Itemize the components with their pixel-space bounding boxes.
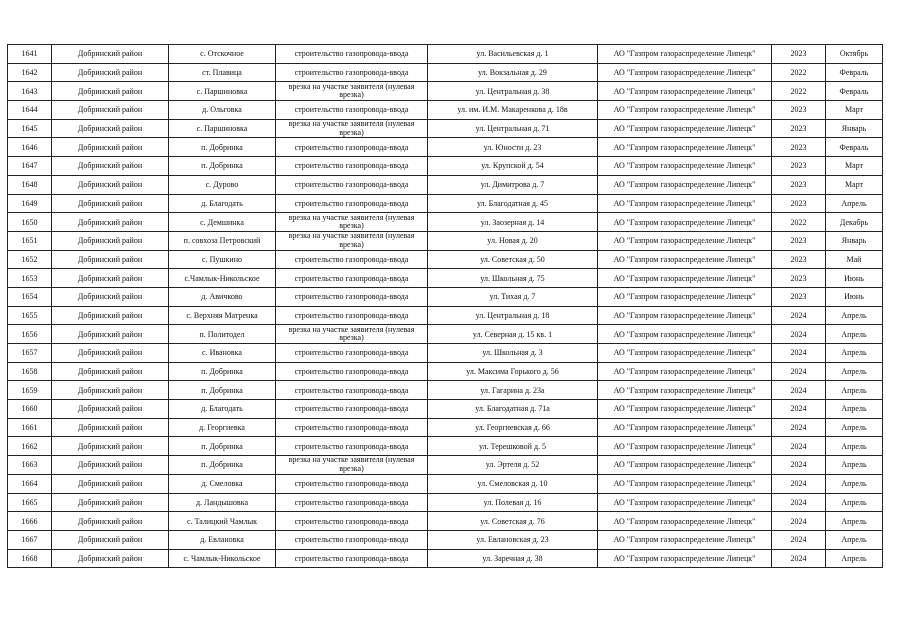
settlement-cell: п. Добринка xyxy=(169,437,276,456)
work-type-cell: строительство газопровода-ввода xyxy=(276,101,428,120)
address-cell: ул. Полевая д. 16 xyxy=(428,493,598,512)
work-type-cell: строительство газопровода-ввода xyxy=(276,362,428,381)
year-cell: 2023 xyxy=(772,45,826,64)
year-cell: 2024 xyxy=(772,418,826,437)
work-type-cell: строительство газопровода-ввода xyxy=(276,287,428,306)
organization-cell: АО "Газпром газораспределение Липецк" xyxy=(598,63,772,82)
month-cell: Апрель xyxy=(826,418,883,437)
work-type-cell: строительство газопровода-ввода xyxy=(276,530,428,549)
address-cell: ул. Благодатная д. 71а xyxy=(428,400,598,419)
row-number-cell: 1644 xyxy=(8,101,52,120)
settlement-cell: д. Смеловка xyxy=(169,474,276,493)
address-cell: ул. Вокзальная д. 29 xyxy=(428,63,598,82)
address-cell: ул. Школьная д. 75 xyxy=(428,269,598,288)
work-type-cell: строительство газопровода-ввода xyxy=(276,344,428,363)
year-cell: 2024 xyxy=(772,344,826,363)
month-cell: Апрель xyxy=(826,381,883,400)
organization-cell: АО "Газпром газораспределение Липецк" xyxy=(598,269,772,288)
organization-cell: АО "Газпром газораспределение Липецк" xyxy=(598,175,772,194)
month-cell: Апрель xyxy=(826,549,883,568)
organization-cell: АО "Газпром газораспределение Липецк" xyxy=(598,45,772,64)
settlement-cell: д. Ландышовка xyxy=(169,493,276,512)
table-row xyxy=(8,381,883,400)
address-cell: ул. Тихая д. 7 xyxy=(428,287,598,306)
table-row xyxy=(8,157,883,176)
settlement-cell: п. Политодел xyxy=(169,325,276,344)
month-cell: Апрель xyxy=(826,530,883,549)
year-cell: 2023 xyxy=(772,138,826,157)
district-cell: Добринский район xyxy=(52,82,169,101)
organization-cell: АО "Газпром газораспределение Липецк" xyxy=(598,362,772,381)
row-number-cell: 1650 xyxy=(8,213,52,232)
district-cell: Добринский район xyxy=(52,45,169,64)
address-cell: ул. Центральная д. 38 xyxy=(428,82,598,101)
organization-cell: АО "Газпром газораспределение Липецк" xyxy=(598,549,772,568)
organization-cell: АО "Газпром газораспределение Липецк" xyxy=(598,194,772,213)
address-cell: ул. Центральная д. 71 xyxy=(428,119,598,138)
month-cell: Март xyxy=(826,101,883,120)
table-row xyxy=(8,344,883,363)
year-cell: 2023 xyxy=(772,157,826,176)
month-cell: Февраль xyxy=(826,138,883,157)
row-number-cell: 1642 xyxy=(8,63,52,82)
work-type-cell: врезка на участке заявителя (нулевая врезка) xyxy=(276,456,428,475)
month-cell: Апрель xyxy=(826,456,883,475)
table-row xyxy=(8,530,883,549)
district-cell: Добринский район xyxy=(52,325,169,344)
address-cell: ул. Евлановская д. 23 xyxy=(428,530,598,549)
month-cell: Апрель xyxy=(826,400,883,419)
organization-cell: АО "Газпром газораспределение Липецк" xyxy=(598,250,772,269)
work-type-cell: строительство газопровода-ввода xyxy=(276,418,428,437)
organization-cell: АО "Газпром газораспределение Липецк" xyxy=(598,418,772,437)
year-cell: 2023 xyxy=(772,269,826,288)
district-cell: Добринский район xyxy=(52,493,169,512)
table-row xyxy=(8,474,883,493)
table-row xyxy=(8,45,883,64)
year-cell: 2022 xyxy=(772,82,826,101)
address-cell: ул. Центральная д. 18 xyxy=(428,306,598,325)
district-cell: Добринский район xyxy=(52,344,169,363)
organization-cell: АО "Газпром газораспределение Липецк" xyxy=(598,82,772,101)
district-cell: Добринский район xyxy=(52,138,169,157)
settlement-cell: д. Георгиевка xyxy=(169,418,276,437)
month-cell: Январь xyxy=(826,231,883,250)
table-row xyxy=(8,325,883,344)
gas-connection-table xyxy=(7,44,883,568)
year-cell: 2023 xyxy=(772,231,826,250)
year-cell: 2024 xyxy=(772,549,826,568)
table-body xyxy=(8,45,883,568)
table-row xyxy=(8,231,883,250)
settlement-cell: д. Ольговка xyxy=(169,101,276,120)
table-row xyxy=(8,119,883,138)
district-cell: Добринский район xyxy=(52,381,169,400)
year-cell: 2024 xyxy=(772,325,826,344)
work-type-cell: строительство газопровода-ввода xyxy=(276,45,428,64)
month-cell: Апрель xyxy=(826,306,883,325)
work-type-cell: строительство газопровода-ввода xyxy=(276,306,428,325)
district-cell: Добринский район xyxy=(52,437,169,456)
row-number-cell: 1647 xyxy=(8,157,52,176)
address-cell: ул. Заозерная д. 14 xyxy=(428,213,598,232)
table-row xyxy=(8,456,883,475)
month-cell: Апрель xyxy=(826,437,883,456)
row-number-cell: 1643 xyxy=(8,82,52,101)
table-row xyxy=(8,63,883,82)
organization-cell: АО "Газпром газораспределение Липецк" xyxy=(598,530,772,549)
table-row xyxy=(8,101,883,120)
month-cell: Апрель xyxy=(826,493,883,512)
year-cell: 2024 xyxy=(772,474,826,493)
district-cell: Добринский район xyxy=(52,400,169,419)
month-cell: Май xyxy=(826,250,883,269)
table-row xyxy=(8,213,883,232)
month-cell: Апрель xyxy=(826,512,883,531)
settlement-cell: с. Отскочное xyxy=(169,45,276,64)
district-cell: Добринский район xyxy=(52,362,169,381)
settlement-cell: д. Благодать xyxy=(169,194,276,213)
settlement-cell: с. Дурово xyxy=(169,175,276,194)
district-cell: Добринский район xyxy=(52,474,169,493)
row-number-cell: 1666 xyxy=(8,512,52,531)
month-cell: Июнь xyxy=(826,287,883,306)
row-number-cell: 1652 xyxy=(8,250,52,269)
table-row xyxy=(8,493,883,512)
row-number-cell: 1646 xyxy=(8,138,52,157)
district-cell: Добринский район xyxy=(52,213,169,232)
year-cell: 2024 xyxy=(772,456,826,475)
organization-cell: АО "Газпром газораспределение Липецк" xyxy=(598,437,772,456)
settlement-cell: с. Паршиновка xyxy=(169,119,276,138)
month-cell: Январь xyxy=(826,119,883,138)
row-number-cell: 1655 xyxy=(8,306,52,325)
year-cell: 2023 xyxy=(772,175,826,194)
month-cell: Апрель xyxy=(826,474,883,493)
table-row xyxy=(8,400,883,419)
year-cell: 2023 xyxy=(772,287,826,306)
month-cell: Декабрь xyxy=(826,213,883,232)
address-cell: ул. Максима Горького д. 56 xyxy=(428,362,598,381)
year-cell: 2022 xyxy=(772,213,826,232)
row-number-cell: 1662 xyxy=(8,437,52,456)
district-cell: Добринский район xyxy=(52,287,169,306)
settlement-cell: с. Паршиновка xyxy=(169,82,276,101)
district-cell: Добринский район xyxy=(52,63,169,82)
address-cell: ул. Юности д. 23 xyxy=(428,138,598,157)
year-cell: 2024 xyxy=(772,493,826,512)
organization-cell: АО "Газпром газораспределение Липецк" xyxy=(598,381,772,400)
month-cell: Март xyxy=(826,175,883,194)
row-number-cell: 1641 xyxy=(8,45,52,64)
address-cell: ул. Новая д. 20 xyxy=(428,231,598,250)
table-row xyxy=(8,287,883,306)
settlement-cell: ст. Плавица xyxy=(169,63,276,82)
address-cell: ул. Эртеля д. 52 xyxy=(428,456,598,475)
district-cell: Добринский район xyxy=(52,512,169,531)
settlement-cell: с. Чамлык-Никольское xyxy=(169,549,276,568)
work-type-cell: врезка на участке заявителя (нулевая врезка) xyxy=(276,119,428,138)
table-row xyxy=(8,175,883,194)
year-cell: 2024 xyxy=(772,512,826,531)
table-row xyxy=(8,362,883,381)
address-cell: ул. им. И.М. Макаренкова д. 18в xyxy=(428,101,598,120)
work-type-cell: врезка на участке заявителя (нулевая врезка) xyxy=(276,325,428,344)
table-row xyxy=(8,138,883,157)
month-cell: Апрель xyxy=(826,344,883,363)
address-cell: ул. Школьная д. 3 xyxy=(428,344,598,363)
organization-cell: АО "Газпром газораспределение Липецк" xyxy=(598,325,772,344)
district-cell: Добринский район xyxy=(52,231,169,250)
year-cell: 2024 xyxy=(772,437,826,456)
year-cell: 2023 xyxy=(772,250,826,269)
row-number-cell: 1663 xyxy=(8,456,52,475)
address-cell: ул. Крупской д. 54 xyxy=(428,157,598,176)
work-type-cell: строительство газопровода-ввода xyxy=(276,437,428,456)
row-number-cell: 1645 xyxy=(8,119,52,138)
month-cell: Февраль xyxy=(826,63,883,82)
row-number-cell: 1657 xyxy=(8,344,52,363)
row-number-cell: 1658 xyxy=(8,362,52,381)
settlement-cell: п. Добринка xyxy=(169,157,276,176)
settlement-cell: д. Евлановка xyxy=(169,530,276,549)
month-cell: Март xyxy=(826,157,883,176)
table-row xyxy=(8,512,883,531)
row-number-cell: 1656 xyxy=(8,325,52,344)
organization-cell: АО "Газпром газораспределение Липецк" xyxy=(598,456,772,475)
table-row xyxy=(8,306,883,325)
year-cell: 2024 xyxy=(772,362,826,381)
row-number-cell: 1649 xyxy=(8,194,52,213)
year-cell: 2024 xyxy=(772,306,826,325)
settlement-cell: с. Талицкий Чамлык xyxy=(169,512,276,531)
organization-cell: АО "Газпром газораспределение Липецк" xyxy=(598,213,772,232)
year-cell: 2023 xyxy=(772,101,826,120)
address-cell: ул. Георгиевская д. 66 xyxy=(428,418,598,437)
settlement-cell: п. Добринка xyxy=(169,138,276,157)
address-cell: ул. Васильевская д. 1 xyxy=(428,45,598,64)
district-cell: Добринский район xyxy=(52,418,169,437)
table-row xyxy=(8,194,883,213)
district-cell: Добринский район xyxy=(52,549,169,568)
organization-cell: АО "Газпром газораспределение Липецк" xyxy=(598,493,772,512)
settlement-cell: д. Авичково xyxy=(169,287,276,306)
address-cell: ул. Смеловская д. 10 xyxy=(428,474,598,493)
work-type-cell: строительство газопровода-ввода xyxy=(276,250,428,269)
work-type-cell: строительство газопровода-ввода xyxy=(276,381,428,400)
organization-cell: АО "Газпром газораспределение Липецк" xyxy=(598,400,772,419)
organization-cell: АО "Газпром газораспределение Липецк" xyxy=(598,344,772,363)
work-type-cell: строительство газопровода-ввода xyxy=(276,157,428,176)
table-row xyxy=(8,549,883,568)
district-cell: Добринский район xyxy=(52,530,169,549)
month-cell: Апрель xyxy=(826,362,883,381)
district-cell: Добринский район xyxy=(52,101,169,120)
work-type-cell: врезка на участке заявителя (нулевая врезка) xyxy=(276,82,428,101)
row-number-cell: 1668 xyxy=(8,549,52,568)
address-cell: ул. Заречная д. 38 xyxy=(428,549,598,568)
address-cell: ул. Советская д. 50 xyxy=(428,250,598,269)
row-number-cell: 1654 xyxy=(8,287,52,306)
row-number-cell: 1651 xyxy=(8,231,52,250)
row-number-cell: 1667 xyxy=(8,530,52,549)
row-number-cell: 1659 xyxy=(8,381,52,400)
district-cell: Добринский район xyxy=(52,194,169,213)
month-cell: Июнь xyxy=(826,269,883,288)
year-cell: 2023 xyxy=(772,194,826,213)
month-cell: Апрель xyxy=(826,194,883,213)
settlement-cell: с. Ивановка xyxy=(169,344,276,363)
work-type-cell: строительство газопровода-ввода xyxy=(276,512,428,531)
district-cell: Добринский район xyxy=(52,157,169,176)
work-type-cell: строительство газопровода-ввода xyxy=(276,400,428,419)
row-number-cell: 1660 xyxy=(8,400,52,419)
work-type-cell: строительство газопровода-ввода xyxy=(276,63,428,82)
settlement-cell: п. Добринка xyxy=(169,456,276,475)
organization-cell: АО "Газпром газораспределение Липецк" xyxy=(598,119,772,138)
settlement-cell: п. Добринка xyxy=(169,381,276,400)
settlement-cell: с. Демшинка xyxy=(169,213,276,232)
row-number-cell: 1665 xyxy=(8,493,52,512)
settlement-cell: п. совхоза Петровский xyxy=(169,231,276,250)
address-cell: ул. Благодатная д. 45 xyxy=(428,194,598,213)
organization-cell: АО "Газпром газораспределение Липецк" xyxy=(598,287,772,306)
settlement-cell: с. Пушкино xyxy=(169,250,276,269)
work-type-cell: строительство газопровода-ввода xyxy=(276,138,428,157)
work-type-cell: врезка на участке заявителя (нулевая врезка) xyxy=(276,231,428,250)
table-row xyxy=(8,82,883,101)
table-row xyxy=(8,437,883,456)
work-type-cell: врезка на участке заявителя (нулевая врезка) xyxy=(276,213,428,232)
district-cell: Добринский район xyxy=(52,250,169,269)
work-type-cell: строительство газопровода-ввода xyxy=(276,493,428,512)
settlement-cell: д. Благодать xyxy=(169,400,276,419)
district-cell: Добринский район xyxy=(52,456,169,475)
work-type-cell: строительство газопровода-ввода xyxy=(276,175,428,194)
address-cell: ул. Димитрова д. 7 xyxy=(428,175,598,194)
organization-cell: АО "Газпром газораспределение Липецк" xyxy=(598,231,772,250)
organization-cell: АО "Газпром газораспределение Липецк" xyxy=(598,101,772,120)
work-type-cell: строительство газопровода-ввода xyxy=(276,194,428,213)
table-row xyxy=(8,250,883,269)
work-type-cell: строительство газопровода-ввода xyxy=(276,549,428,568)
row-number-cell: 1648 xyxy=(8,175,52,194)
address-cell: ул. Гагарина д. 23а xyxy=(428,381,598,400)
table-row xyxy=(8,269,883,288)
address-cell: ул. Северная д. 15 кв. 1 xyxy=(428,325,598,344)
settlement-cell: с. Верхняя Матренка xyxy=(169,306,276,325)
month-cell: Апрель xyxy=(826,325,883,344)
year-cell: 2024 xyxy=(772,400,826,419)
year-cell: 2024 xyxy=(772,381,826,400)
organization-cell: АО "Газпром газораспределение Липецк" xyxy=(598,474,772,493)
month-cell: Октябрь xyxy=(826,45,883,64)
settlement-cell: с.Чамлык-Никольское xyxy=(169,269,276,288)
address-cell: ул. Терешковой д. 5 xyxy=(428,437,598,456)
row-number-cell: 1664 xyxy=(8,474,52,493)
year-cell: 2022 xyxy=(772,63,826,82)
organization-cell: АО "Газпром газораспределение Липецк" xyxy=(598,138,772,157)
year-cell: 2023 xyxy=(772,119,826,138)
district-cell: Добринский район xyxy=(52,175,169,194)
address-cell: ул. Советская д. 76 xyxy=(428,512,598,531)
district-cell: Добринский район xyxy=(52,269,169,288)
table-row xyxy=(8,418,883,437)
district-cell: Добринский район xyxy=(52,306,169,325)
row-number-cell: 1661 xyxy=(8,418,52,437)
row-number-cell: 1653 xyxy=(8,269,52,288)
month-cell: Февраль xyxy=(826,82,883,101)
organization-cell: АО "Газпром газораспределение Липецк" xyxy=(598,306,772,325)
work-type-cell: строительство газопровода-ввода xyxy=(276,474,428,493)
year-cell: 2024 xyxy=(772,530,826,549)
organization-cell: АО "Газпром газораспределение Липецк" xyxy=(598,157,772,176)
organization-cell: АО "Газпром газораспределение Липецк" xyxy=(598,512,772,531)
work-type-cell: строительство газопровода-ввода xyxy=(276,269,428,288)
settlement-cell: п. Добринка xyxy=(169,362,276,381)
district-cell: Добринский район xyxy=(52,119,169,138)
